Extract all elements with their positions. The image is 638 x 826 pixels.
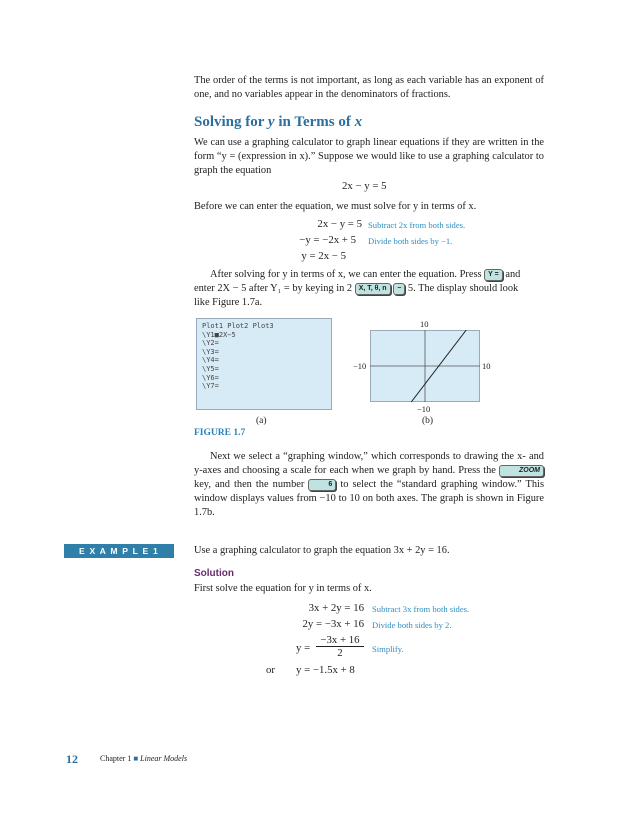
example-label: E X A M P L E 1 [64,544,174,558]
or-word: or [266,664,275,676]
calc-line: \Y2= [202,339,219,348]
calc-line: \Y7= [202,382,219,391]
fraction-denominator: 2 [337,647,343,659]
step2-note: Divide both sides by −1. [368,236,453,246]
paragraph-2: Before we can enter the equation, we must solve for y in terms of x. [194,201,477,212]
calc-line: \Y3= [202,347,219,356]
calc-line: \Y5= [202,364,219,373]
sol-step3-note: Simplify. [372,644,404,654]
label-b: (b) [422,416,434,426]
xt-theta-n-key: X, T, θ, n [355,283,391,295]
step3-eq: y = 2x − 5 [301,250,346,262]
section-title: Solving for y in Terms of x [194,114,363,130]
step1-note: Subtract 2x from both sides. [368,220,466,230]
y-equals-key: Y = [484,269,503,281]
solution-text: First solve the equation for y in terms of x. [194,583,372,594]
solution-label: Solution [194,568,234,579]
graph-xmin-label: −10 [353,361,367,371]
graph-window [370,330,480,402]
example-text: Use a graphing calculator to graph the equation 3x + 2y = 16. [194,545,450,556]
step2-eq: −y = −2x + 5 [299,234,356,246]
paragraph-3: After solving for y in terms of x, we can enter the equation. Press Y = and enter 2X − 5 after Y₁ = by keying in 2 X, T, θ, n − 5. The display should look like Figure 1.7a. [194,269,521,308]
sol-step3-fraction [316,634,364,659]
paragraph-1: We can use a graphing calculator to graph linear equations if they are written in the form “y = (expression in x).” Suppose we would like to use a graphing calculator to graph the equation [194,137,544,176]
intro-paragraph: The order of the terms is not important, as long as each variable has an exponent of one, and no variables appear in the denominators of fractions. [194,75,544,100]
calculator-y-editor-screen [196,318,332,410]
chapter-footer: Chapter 1 ■ Linear Models [100,754,188,763]
calc-line: Plot1 Plot2 Plot3 [202,322,274,330]
graph-xmax-label: 10 [482,361,491,371]
calc-line: \Y6= [202,373,219,382]
calc-line: \Y4= [202,356,219,365]
sol-step3-lhs: y = [296,642,311,654]
main-equation: 2x − y = 5 [342,180,387,192]
step1-eq: 2x − y = 5 [317,218,362,230]
sol-step2-eq: 2y = −3x + 16 [302,618,364,630]
sol-step4-eq: y = −1.5x + 8 [296,664,355,676]
graph-ymax-label: 10 [420,319,429,329]
page-number: 12 [66,752,78,766]
sol-step1-note: Subtract 3x from both sides. [372,604,470,614]
calc-line: \Y1■2X−5 [202,330,236,339]
graph-ymin-label: −10 [417,404,431,414]
six-key: 6 [308,479,336,491]
label-a: (a) [256,416,267,426]
paragraph-4: Next we select a “graphing window,” which corresponds to drawing the x- and y-axes and choosing a scale for each when we graph by hand. Press the ZOOM key, and then the number 6 to select the “standard graphing window.” This window displays values from −10 to 10 on both axes. The graph is shown in Figure 1.7b. [194,451,544,518]
footer-bullet-icon: ■ [133,754,139,763]
zoom-key: ZOOM [499,465,544,477]
figure-label: FIGURE 1.7 [194,428,246,438]
fraction-numerator: −3x + 16 [316,634,364,647]
sol-step1-eq: 3x + 2y = 16 [308,602,364,614]
minus-key: − [393,283,405,295]
sol-step2-note: Divide both sides by 2. [372,620,452,630]
